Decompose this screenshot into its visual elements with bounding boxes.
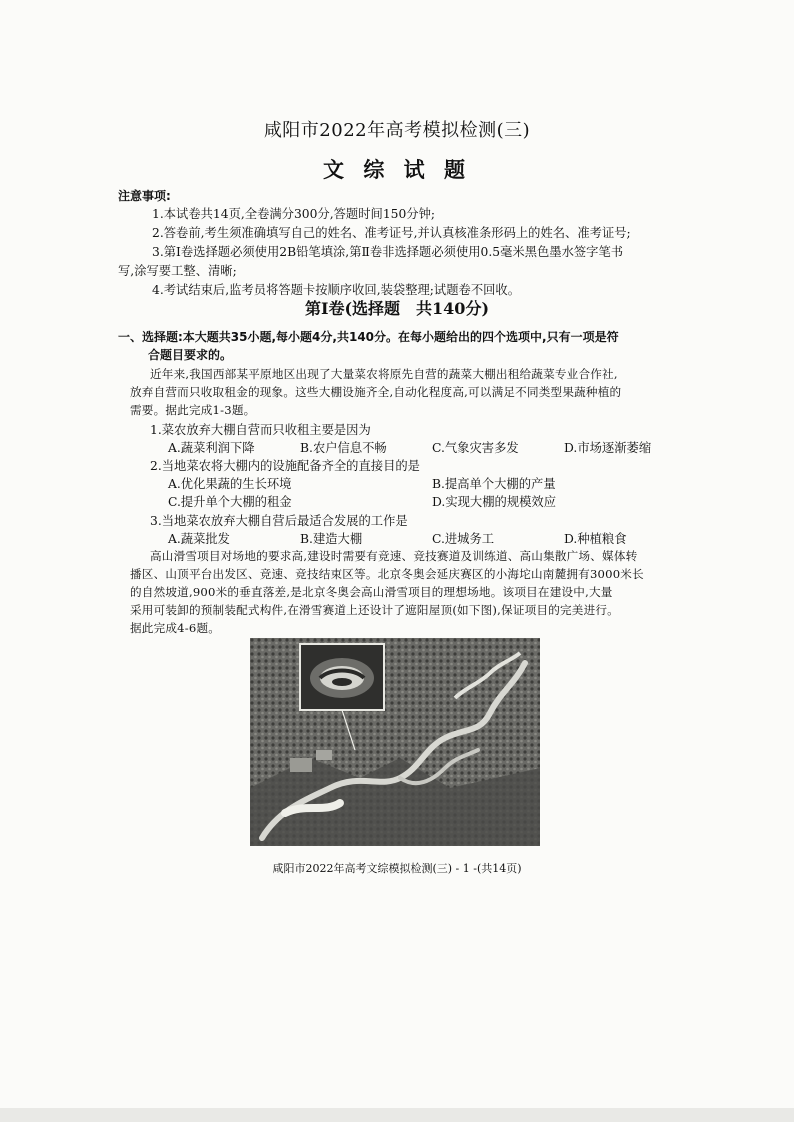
- question-stem: 2.当地菜农将大棚内的设施配备齐全的直接目的是: [150, 459, 420, 473]
- notice-line: 3.第Ⅰ卷选择题必须使用2B铅笔填涂,第Ⅱ卷非选择题必须使用0.5毫米黑色墨水签字笔书: [152, 245, 624, 259]
- passage-line: 放弃自营而只收取租金的现象。这些大棚设施齐全,自动化程度高,可以满足不同类型果蔬种植的: [130, 385, 622, 399]
- notice-line: 1.本试卷共14页,全卷满分300分,答题时间150分钟;: [152, 207, 436, 221]
- question-stem: 1.菜农放弃大棚自营而只收租主要是因为: [150, 423, 371, 437]
- page-footer: 咸阳市2022年高考文综模拟检测(三) - 1 -(共14页): [272, 862, 522, 875]
- passage-line: 的自然坡道,900米的垂直落差,是北京冬奥会高山滑雪项目的理想场地。该项目在建设中,大量: [130, 585, 613, 599]
- exam-title: 咸阳市2022年高考模拟检测(三): [263, 120, 531, 141]
- exam-subtitle: 文 综 试 题: [323, 157, 471, 182]
- notice-line: 2.答卷前,考生须准确填写自己的姓名、准考证号,并认真核准条形码上的姓名、准考证号;: [152, 226, 631, 240]
- question-stem: 3.当地菜农放弃大棚自营后最适合发展的工作是: [150, 514, 408, 528]
- option: B.建造大棚: [300, 532, 363, 546]
- option: C.提升单个大棚的租金: [168, 495, 292, 509]
- scan-edge: [0, 1108, 794, 1122]
- notice-heading: 注意事项:: [118, 189, 171, 203]
- passage-line: 采用可装卸的预制装配式构件,在滑雪赛道上还设计了遮阳屋顶(如下图),保证项目的完美进行。: [130, 603, 619, 617]
- option: D.市场逐渐萎缩: [564, 441, 652, 455]
- option: D.种植粮食: [564, 532, 627, 546]
- option: B.提高单个大棚的产量: [432, 477, 556, 491]
- section-instruction: 合题目要求的。: [148, 348, 233, 362]
- section-title: 第Ⅰ卷(选择题 共140分): [304, 299, 490, 318]
- option: D.实现大棚的规模效应: [432, 495, 557, 509]
- passage-line: 需要。据此完成1-3题。: [130, 403, 256, 417]
- notice-line: 4.考试结束后,监考员将答题卡按顺序收回,装袋整理;试题卷不回收。: [152, 283, 521, 297]
- notice-line: 写,涂写要工整、清晰;: [118, 264, 237, 278]
- option: A.蔬菜利润下降: [168, 441, 255, 455]
- passage-line: 播区、山顶平台出发区、竞速、竞技结束区等。北京冬奥会延庆赛区的小海坨山南麓拥有3000米长: [130, 567, 644, 581]
- option: B.农户信息不畅: [300, 441, 387, 455]
- option: A.优化果蔬的生长环境: [168, 477, 292, 491]
- passage-line: 据此完成4-6题。: [130, 621, 221, 635]
- ski-course-photo: [250, 638, 540, 846]
- option: C.气象灾害多发: [432, 441, 519, 455]
- option: C.进城务工: [432, 532, 495, 546]
- section-instruction: 一、选择题:本大题共35小题,每小题4分,共140分。在每小题给出的四个选项中,只有一项是符: [118, 330, 619, 344]
- option: A.蔬菜批发: [168, 532, 230, 546]
- passage-line: 高山滑雪项目对场地的要求高,建设时需要有竞速、竞技赛道及训练道、高山集散广场、媒体转: [150, 549, 638, 563]
- passage-line: 近年来,我国西部某平原地区出现了大量菜农将原先自营的蔬菜大棚出租给蔬菜专业合作社,: [150, 367, 618, 381]
- ski-course-illustration: [250, 638, 540, 846]
